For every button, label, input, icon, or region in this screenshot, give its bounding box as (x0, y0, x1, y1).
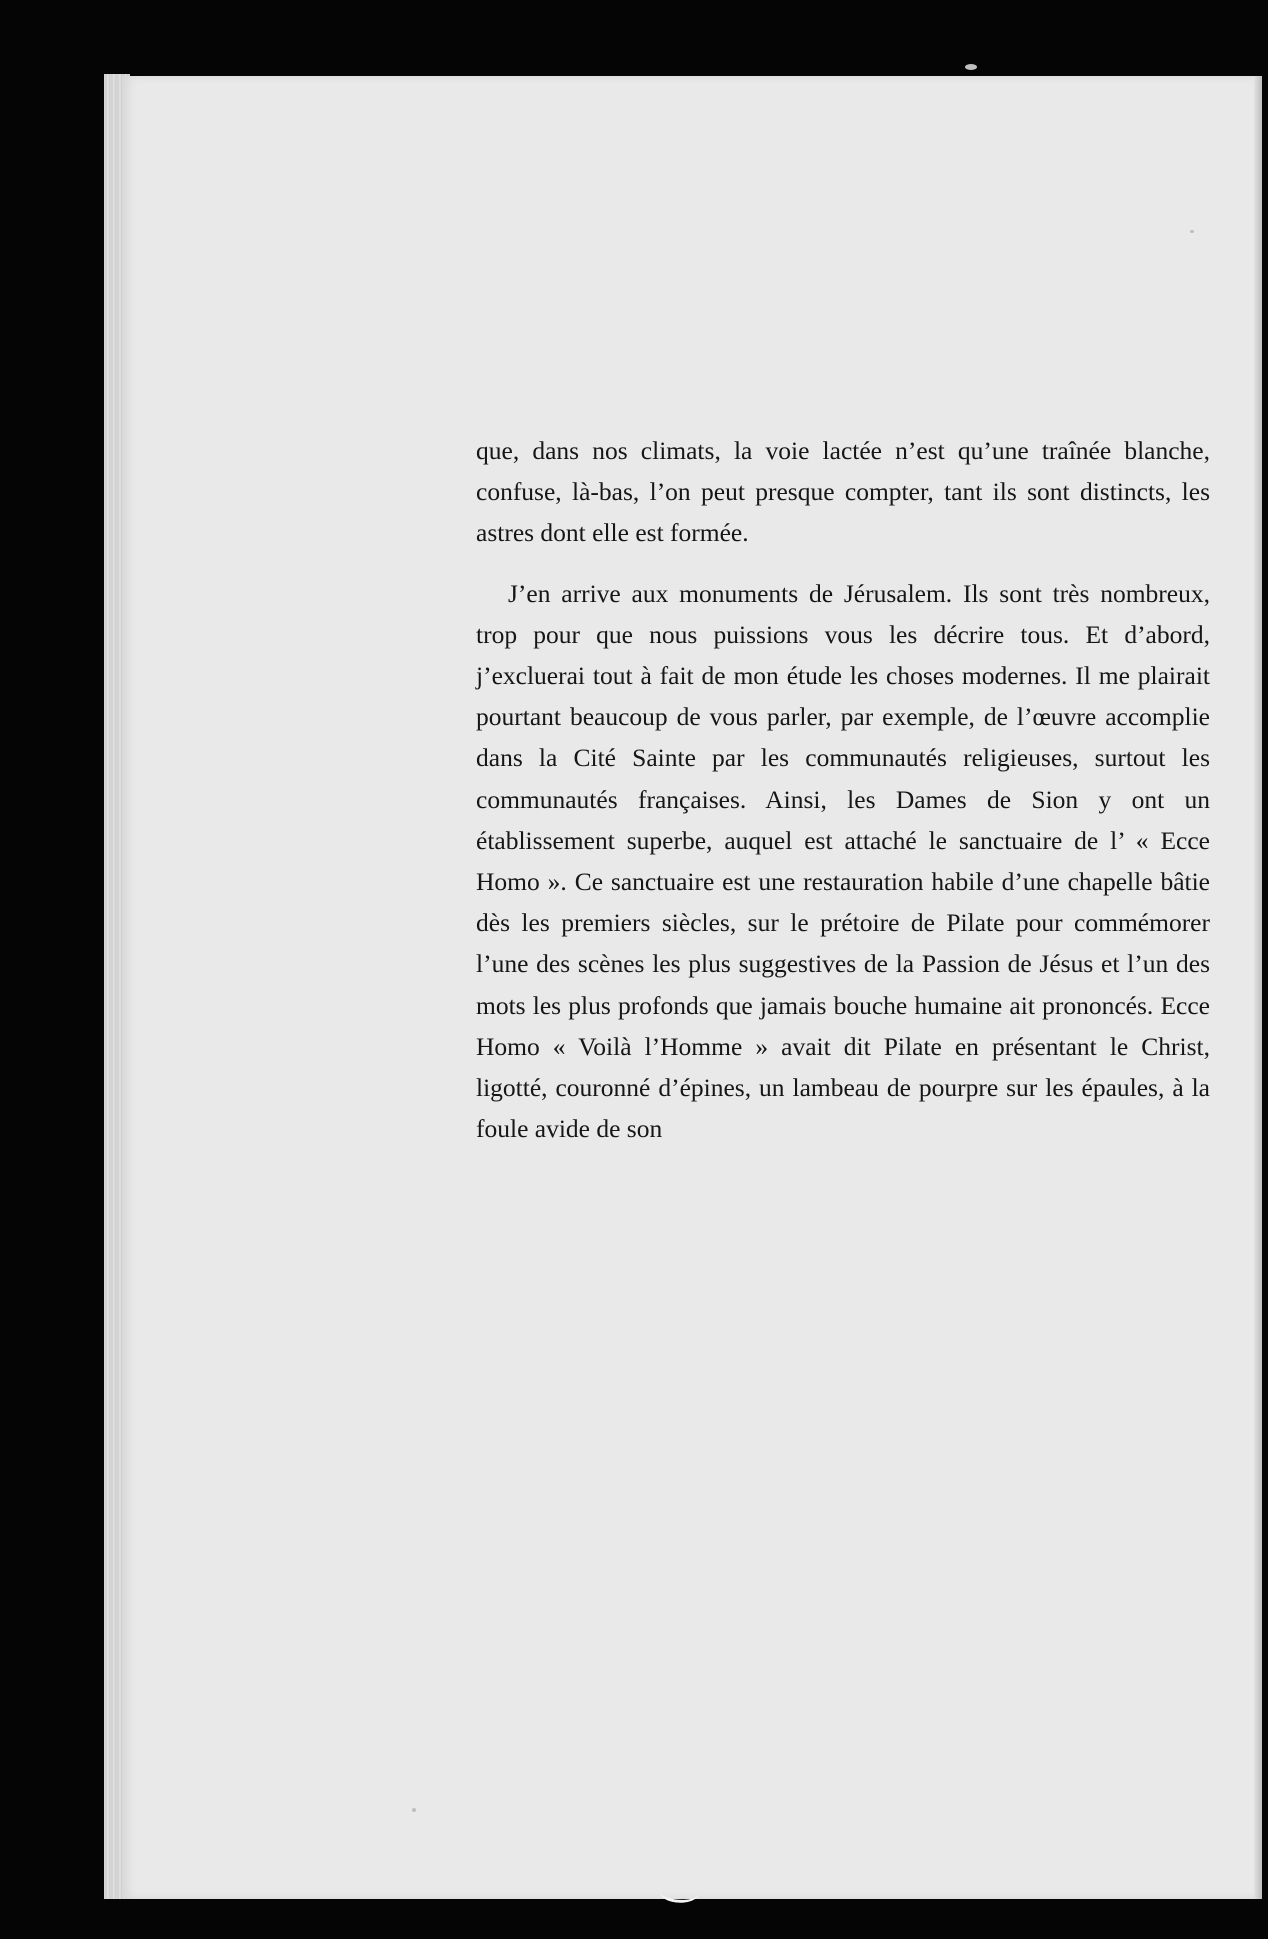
paragraph-1: que, dans nos climats, la voie lactée n’est qu’une traînée blanche, confuse, là-bas, l’on peut presque compter, tant ils sont distincts, les astres dont elle est formée. (476, 436, 1210, 548)
paragraph-2: J’en arrive aux monuments de Jérusalem. Ils sont très nombreux, trop pour que nous puissions vous les décrire tous. Et d’abord, j’excluerai tout à fait de mon étude les choses modernes. Il me plairait pourtant beaucoup de vous parler, par exemple, de l’œuvre accomplie dans la Cité Sainte par les communautés religieuses, surtout les communautés françaises. Ainsi, les Dames de Sion y ont un établissement superbe, auquel est attaché le sanctuaire de l’ « Ecce Homo ». Ce sanctuaire est une restauration habile d’une chapelle bâtie dès les premiers siècles, sur le prétoire de Pilate pour commémorer l’une des scènes les plus suggestives de la Passion de Jésus et l’un des mots les plus profonds que jamais bouche humaine ait prononcés. Ecce Homo « Voilà l’Homme » avait dit Pilate en présentant le Christ, ligotté, couronné d’épines, un lambeau de pourpre sur les épaules, à la foule avide de son (476, 578, 1210, 1144)
scan-speck (1190, 230, 1194, 233)
page-fold-mark (659, 1877, 702, 1905)
scan-speck (965, 64, 977, 70)
page-right-edge (1254, 76, 1262, 1899)
body-text (476, 430, 1210, 1149)
scan-speck (412, 1808, 416, 1812)
